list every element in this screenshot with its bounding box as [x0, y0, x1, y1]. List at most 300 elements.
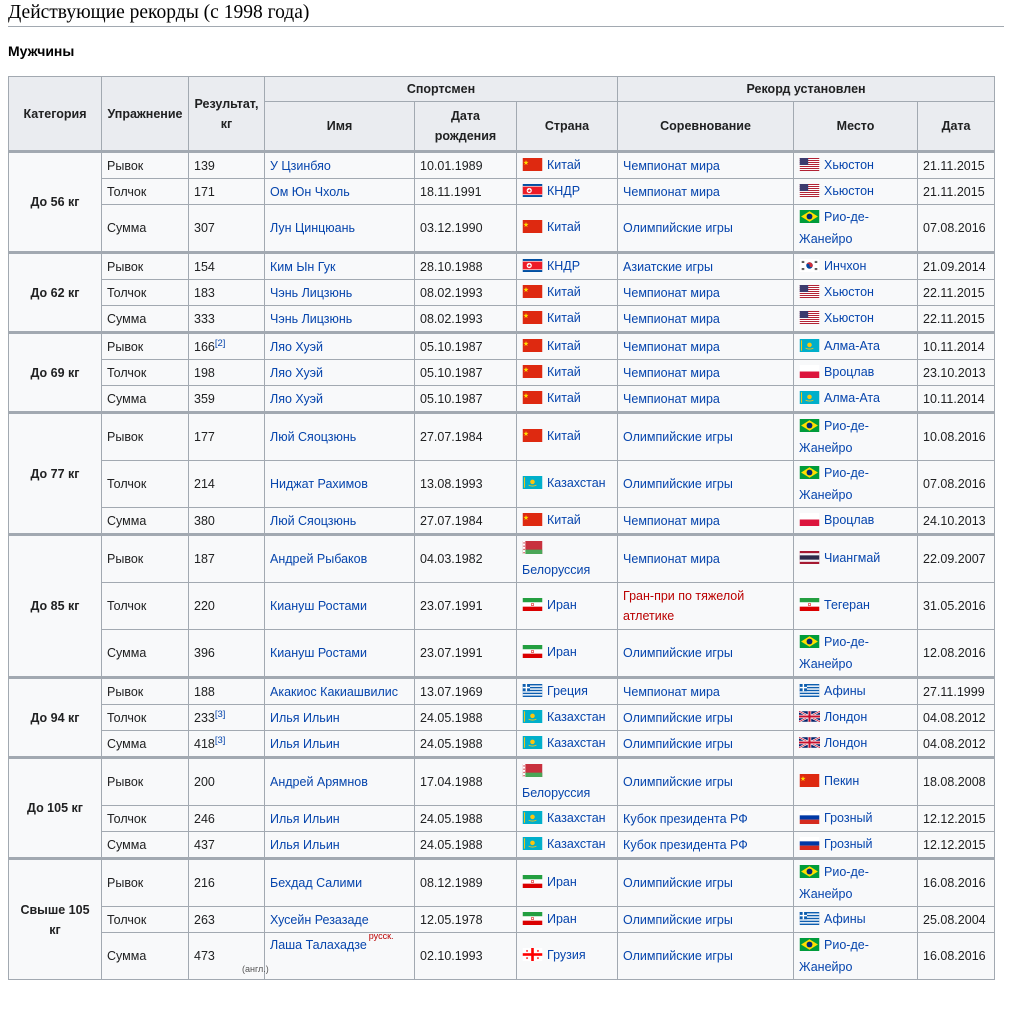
category-label: До 69 кг [30, 365, 80, 380]
competition-link[interactable]: Чемпионат мира [623, 285, 720, 300]
athlete-link[interactable]: Илья Ильин [270, 837, 340, 852]
competition-link[interactable]: Азиатские игры [623, 259, 713, 274]
brazil-flag-icon [799, 209, 820, 229]
birth-date: 12.05.1978 [420, 912, 483, 927]
brazil-flag-icon [799, 864, 820, 884]
athlete-link[interactable]: Киануш Ростами [270, 599, 367, 613]
place-cell [794, 859, 918, 907]
athlete-link[interactable]: Хусейн Резазаде [270, 912, 369, 927]
place-cell [794, 806, 918, 832]
country-link[interactable]: Китай [547, 284, 581, 299]
exercise-label: Рывок [107, 775, 144, 789]
athlete-link[interactable]: Ким Ын Гук [270, 259, 336, 274]
birth-date-cell [415, 583, 517, 630]
reference-anchor[interactable]: [3] [214, 734, 226, 746]
athlete-link[interactable]: Лаша Талахадзе [270, 938, 367, 952]
interlang-eng-link[interactable]: (англ.) [242, 964, 269, 974]
competition-link[interactable]: Олимпийские игры [623, 876, 733, 890]
place-link[interactable]: Алма-Ата [824, 338, 880, 353]
date-cell [918, 630, 995, 678]
country-link[interactable]: Китай [547, 310, 581, 325]
china-flag-icon [522, 219, 543, 239]
competition-cell [618, 461, 794, 508]
birth-date-cell [415, 386, 517, 413]
place-cell [794, 933, 918, 980]
exercise-label: Толчок [107, 811, 147, 826]
place-link[interactable]: Лондон [824, 735, 868, 750]
date-cell [918, 152, 995, 179]
place-link[interactable]: Рио-де-Жанейро [799, 865, 869, 901]
birth-date-cell [415, 413, 517, 461]
place-link[interactable]: Хьюстон [824, 310, 874, 325]
name-cell [265, 630, 415, 678]
country-link[interactable]: Китай [547, 429, 581, 443]
table-row [9, 253, 995, 280]
iran-flag-icon [522, 874, 543, 894]
competition-cell [618, 253, 794, 280]
header-result[interactable]: Результат, кг [189, 77, 265, 152]
competition-cell [618, 678, 794, 705]
date-cell [918, 758, 995, 806]
date-cell [918, 386, 995, 413]
athlete-link[interactable]: Киануш Ростами [270, 646, 367, 660]
table-row [9, 461, 995, 508]
exercise-cell [102, 731, 189, 758]
record-date: 07.08.2016 [923, 477, 986, 491]
result-cell [189, 859, 265, 907]
athlete-link[interactable]: Андрей Арямнов [270, 775, 368, 789]
country-link[interactable]: Китай [547, 157, 581, 172]
competition-link[interactable]: Чемпионат мира [623, 513, 720, 528]
table-row [9, 152, 995, 179]
athlete-link[interactable]: Лун Цинцюань [270, 221, 356, 235]
place-link[interactable]: Грозный [824, 836, 873, 851]
exercise-cell [102, 152, 189, 179]
china-flag-icon [522, 338, 543, 358]
birth-date: 24.05.1988 [420, 837, 483, 852]
kazakhstan-flag-icon [799, 390, 820, 410]
birth-date: 24.05.1988 [420, 736, 483, 751]
header-country[interactable]: Страна [517, 102, 618, 152]
athlete-link[interactable]: Люй Сяоцзюнь [270, 430, 357, 444]
place-cell [794, 333, 918, 360]
place-cell [794, 678, 918, 705]
result-cell [189, 333, 265, 360]
place-link[interactable]: Алма-Ата [824, 390, 880, 405]
place-link[interactable]: Грозный [824, 810, 873, 825]
place-cell [794, 731, 918, 758]
birth-date: 24.05.1988 [420, 811, 483, 826]
athlete-link[interactable]: У Цзинбяо [270, 158, 331, 173]
category-label: Свыше 105 кг [20, 902, 90, 937]
country-link[interactable]: Иран [547, 911, 577, 926]
athlete-link[interactable]: Бехдад Салими [270, 876, 363, 890]
name-cell [265, 205, 415, 253]
birth-date: 28.10.1988 [420, 259, 483, 274]
result-value: 200 [194, 775, 215, 789]
result-cell [189, 280, 265, 306]
kazakhstan-flag-icon [522, 810, 543, 830]
exercise-label: Толчок [107, 184, 147, 199]
competition-link[interactable]: Олимпийские игры [623, 949, 733, 963]
reference-anchor[interactable]: [3] [214, 708, 226, 720]
exercise-label: Сумма [107, 837, 147, 852]
reference-link[interactable] [215, 337, 226, 348]
kazakhstan-flag-icon [522, 475, 543, 495]
place-link[interactable]: Рио-де-Жанейро [799, 466, 869, 502]
birth-date-cell [415, 859, 517, 907]
competition-link[interactable]: Кубок президента РФ [623, 811, 748, 826]
athlete-link[interactable]: Чэнь Лицзюнь [270, 285, 353, 300]
exercise-cell [102, 630, 189, 678]
exercise-label: Толчок [107, 477, 147, 491]
country-link[interactable]: Казахстан [547, 735, 606, 750]
record-date: 21.11.2015 [923, 184, 985, 199]
exercise-label: Толчок [107, 599, 147, 613]
competition-link[interactable]: Кубок президента РФ [623, 837, 748, 852]
place-link[interactable]: Вроцлав [824, 364, 875, 379]
south-korea-flag-icon [799, 258, 820, 278]
athlete-link[interactable]: Ом Юн Чхоль [270, 184, 350, 199]
reference-link[interactable] [215, 734, 226, 745]
exercise-cell [102, 832, 189, 859]
usa-flag-icon [799, 183, 820, 203]
country-link[interactable]: Иран [547, 598, 577, 612]
athlete-link[interactable]: Илья Ильин [270, 710, 340, 725]
interlang-rus-link[interactable]: русск. [368, 931, 394, 941]
country-link[interactable]: Китай [547, 512, 581, 527]
date-cell [918, 461, 995, 508]
competition-cell [618, 508, 794, 535]
name-cell [265, 333, 415, 360]
china-flag-icon [522, 157, 543, 177]
country-link[interactable]: Белоруссия [522, 563, 591, 577]
name-cell [265, 583, 415, 630]
country-cell [517, 152, 618, 179]
exercise-cell [102, 461, 189, 508]
country-cell [517, 758, 618, 806]
birth-date: 27.07.1984 [420, 513, 483, 528]
place-cell [794, 535, 918, 583]
exercise-cell [102, 386, 189, 413]
name-cell [265, 253, 415, 280]
competition-link[interactable]: Чемпионат мира [623, 184, 720, 199]
exercise-label: Рывок [107, 430, 144, 444]
place-link[interactable]: Рио-де-Жанейро [799, 419, 869, 455]
place-cell [794, 253, 918, 280]
place-link[interactable]: Лондон [824, 709, 868, 724]
competition-link[interactable]: Олимпийские игры [623, 477, 733, 491]
table-row [9, 907, 995, 933]
place-link[interactable]: Вроцлав [824, 512, 875, 527]
country-link[interactable]: Китай [547, 220, 581, 234]
exercise-cell [102, 508, 189, 535]
competition-link[interactable]: Чемпионат мира [623, 158, 720, 173]
athlete-link[interactable]: Илья Ильин [270, 811, 340, 826]
birth-date: 08.02.1993 [420, 285, 483, 300]
athlete-link[interactable]: Илья Ильин [270, 736, 340, 751]
competition-cell [618, 360, 794, 386]
place-link[interactable]: Афины [824, 911, 866, 926]
place-cell [794, 413, 918, 461]
competition-cell [618, 413, 794, 461]
competition-link[interactable]: Олимпийские игры [623, 221, 733, 235]
exercise-label: Толчок [107, 365, 147, 380]
name-cell [265, 731, 415, 758]
country-cell [517, 907, 618, 933]
competition-link[interactable]: Чемпионат мира [623, 365, 720, 380]
name-cell [265, 907, 415, 933]
country-link[interactable]: КНДР [547, 258, 581, 273]
exercise-cell [102, 413, 189, 461]
record-date: 12.12.2015 [923, 811, 986, 826]
country-link[interactable]: Иран [547, 645, 577, 659]
athlete-link[interactable]: Ляо Хуэй [270, 391, 323, 406]
header-competition[interactable]: Соревнование [618, 102, 794, 152]
competition-link[interactable]: Чемпионат мира [623, 391, 720, 406]
competition-link[interactable]: Чемпионат мира [623, 684, 720, 699]
birth-date-cell [415, 280, 517, 306]
athlete-link[interactable]: Ляо Хуэй [270, 365, 323, 380]
competition-cell [618, 583, 794, 630]
competition-cell [618, 306, 794, 333]
competition-link[interactable]: Олимпийские игры [623, 710, 733, 725]
date-cell [918, 731, 995, 758]
country-link[interactable]: Грузия [547, 948, 586, 962]
records-table [8, 76, 995, 980]
country-link[interactable]: Казахстан [547, 709, 606, 724]
date-cell [918, 859, 995, 907]
exercise-cell [102, 535, 189, 583]
result-value: 214 [194, 477, 215, 491]
record-date: 04.08.2012 [923, 710, 986, 725]
place-link[interactable]: Рио-де-Жанейро [799, 210, 869, 246]
country-link[interactable]: Китай [547, 338, 581, 353]
birth-date: 05.10.1987 [420, 391, 483, 406]
country-cell [517, 508, 618, 535]
record-date: 23.10.2013 [923, 365, 986, 380]
reference-anchor[interactable]: [2] [214, 337, 226, 349]
china-flag-icon [522, 310, 543, 330]
date-cell [918, 535, 995, 583]
country-cell [517, 306, 618, 333]
country-link[interactable]: Казахстан [547, 476, 606, 490]
result-cell [189, 360, 265, 386]
place-link[interactable]: Афины [824, 683, 866, 698]
exercise-label: Толчок [107, 710, 147, 725]
name-cell [265, 386, 415, 413]
header-place[interactable]: Место [794, 102, 918, 152]
place-link[interactable]: Рио-де-Жанейро [799, 635, 869, 671]
name-cell [265, 806, 415, 832]
country-cell [517, 678, 618, 705]
result-cell [189, 758, 265, 806]
country-link[interactable]: Китай [547, 390, 581, 405]
name-cell [265, 859, 415, 907]
competition-link[interactable]: Олимпийские игры [623, 646, 733, 660]
birth-date-cell [415, 253, 517, 280]
exercise-cell [102, 583, 189, 630]
birth-date-cell [415, 360, 517, 386]
exercise-cell [102, 280, 189, 306]
exercise-label: Сумма [107, 391, 147, 406]
header-birth-date[interactable]: Дата рождения [415, 102, 517, 152]
competition-cell [618, 205, 794, 253]
place-cell [794, 280, 918, 306]
country-link[interactable]: Белоруссия [522, 786, 591, 800]
date-cell [918, 306, 995, 333]
result-cell [189, 705, 265, 731]
competition-link[interactable]: Чемпионат мира [623, 552, 720, 566]
category-label: До 77 кг [30, 466, 80, 481]
russia-flag-icon [799, 810, 820, 830]
brazil-flag-icon [799, 465, 820, 485]
iran-flag-icon [522, 597, 543, 617]
place-link[interactable]: Пекин [824, 774, 860, 788]
record-date: 12.08.2016 [923, 646, 986, 660]
result-value: 183 [194, 285, 215, 300]
iran-flag-icon [522, 644, 543, 664]
header-category[interactable]: Категория [9, 77, 102, 152]
athlete-link[interactable]: Ляо Хуэй [270, 339, 323, 354]
country-link[interactable]: Иран [547, 875, 577, 889]
birth-date: 05.10.1987 [420, 339, 483, 354]
record-date: 27.11.1999 [923, 684, 985, 699]
country-link[interactable]: КНДР [547, 183, 581, 198]
result-cell [189, 205, 265, 253]
table-row [9, 731, 995, 758]
date-cell [918, 678, 995, 705]
country-link[interactable]: Казахстан [547, 810, 606, 825]
place-link[interactable]: Тегеран [824, 598, 870, 612]
competition-cell [618, 731, 794, 758]
name-cell [265, 280, 415, 306]
reference-link[interactable] [215, 708, 226, 719]
china-flag-icon [522, 364, 543, 384]
place-cell [794, 705, 918, 731]
date-cell [918, 253, 995, 280]
athlete-link[interactable]: Ниджат Рахимов [270, 477, 368, 491]
belarus-flag-icon [522, 540, 543, 560]
name-cell [265, 508, 415, 535]
place-link[interactable]: Хьюстон [824, 284, 874, 299]
result-cell [189, 907, 265, 933]
exercise-label: Сумма [107, 311, 147, 326]
place-cell [794, 758, 918, 806]
category-cell [9, 333, 102, 413]
result-cell [189, 152, 265, 179]
country-cell [517, 360, 618, 386]
exercise-label: Рывок [107, 684, 144, 699]
usa-flag-icon [799, 157, 820, 177]
date-cell [918, 806, 995, 832]
competition-cell [618, 535, 794, 583]
competition-link[interactable]: Олимпийские игры [623, 430, 733, 444]
competition-link[interactable]: Чемпионат мира [623, 339, 720, 354]
athlete-link[interactable]: Акакиос Какиашвилис [270, 684, 398, 699]
exercise-cell [102, 806, 189, 832]
competition-cell [618, 758, 794, 806]
competition-link[interactable]: Гран-при по тяжелой атлетике [623, 589, 745, 623]
competition-link[interactable]: Чемпионат мира [623, 311, 720, 326]
result-value: 380 [194, 513, 215, 528]
result-cell [189, 461, 265, 508]
result-value: 396 [194, 646, 215, 660]
category-cell [9, 535, 102, 678]
competition-cell [618, 179, 794, 205]
kazakhstan-flag-icon [522, 735, 543, 755]
athlete-link[interactable]: Люй Сяоцзюнь [270, 513, 357, 528]
country-link[interactable]: Китай [547, 364, 581, 379]
header-exercise[interactable]: Упражнение [102, 77, 189, 152]
table-row [9, 933, 995, 980]
country-cell [517, 386, 618, 413]
result-value: 171 [194, 184, 215, 199]
birth-date: 18.11.1991 [420, 184, 482, 199]
result-value: 154 [194, 259, 215, 274]
result-value: 437 [194, 837, 215, 852]
record-date: 18.08.2008 [923, 775, 986, 789]
athlete-link[interactable]: Андрей Рыбаков [270, 552, 368, 566]
place-link[interactable]: Чиангмай [824, 551, 881, 565]
north-korea-flag-icon [522, 258, 543, 278]
competition-link[interactable]: Олимпийские игры [623, 912, 733, 927]
birth-date-cell [415, 678, 517, 705]
exercise-cell [102, 678, 189, 705]
country-link[interactable]: Греция [547, 683, 588, 698]
kazakhstan-flag-icon [799, 338, 820, 358]
name-cell [265, 758, 415, 806]
date-cell [918, 705, 995, 731]
date-cell [918, 205, 995, 253]
athlete-link[interactable]: Чэнь Лицзюнь [270, 311, 353, 326]
competition-cell [618, 630, 794, 678]
date-cell [918, 333, 995, 360]
place-link[interactable]: Хьюстон [824, 183, 874, 198]
competition-link[interactable]: Олимпийские игры [623, 775, 733, 789]
country-link[interactable]: Казахстан [547, 836, 606, 851]
record-date: 16.08.2016 [923, 949, 986, 963]
competition-link[interactable]: Олимпийские игры [623, 736, 733, 751]
result-cell [189, 306, 265, 333]
place-link[interactable]: Хьюстон [824, 157, 874, 172]
exercise-label: Сумма [107, 949, 147, 963]
result-cell [189, 583, 265, 630]
place-cell [794, 306, 918, 333]
header-name[interactable]: Имя [265, 102, 415, 152]
china-flag-icon [522, 284, 543, 304]
birth-date-cell [415, 461, 517, 508]
usa-flag-icon [799, 310, 820, 330]
competition-cell [618, 333, 794, 360]
table-row [9, 413, 995, 461]
place-cell [794, 152, 918, 179]
result-value: 187 [194, 552, 215, 566]
place-link[interactable]: Инчхон [824, 258, 867, 273]
place-link[interactable]: Рио-де-Жанейро [799, 938, 869, 974]
record-date: 22.09.2007 [923, 552, 986, 566]
header-date[interactable]: Дата [918, 102, 995, 152]
competition-cell [618, 705, 794, 731]
competition-cell [618, 152, 794, 179]
place-cell [794, 583, 918, 630]
brazil-flag-icon [799, 634, 820, 654]
record-date: 22.11.2015 [923, 311, 985, 326]
birth-date: 23.07.1991 [420, 646, 483, 660]
date-cell [918, 583, 995, 630]
country-cell [517, 333, 618, 360]
birth-date-cell [415, 758, 517, 806]
